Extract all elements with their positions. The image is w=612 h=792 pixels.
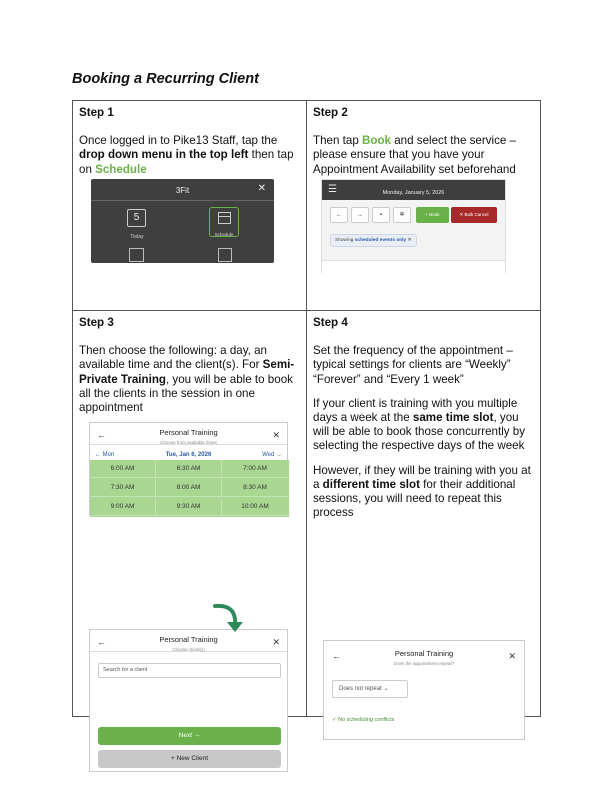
document-title: Booking a Recurring Client <box>72 71 259 87</box>
step-3-text-c: , you will be able to book all the clients in the session in one appointment <box>79 372 293 415</box>
client-picker-header <box>90 630 287 652</box>
filter-chip[interactable] <box>330 234 417 247</box>
repeat-screenshot <box>323 640 525 740</box>
step-3-text-a: Then choose the following: a day, an available time and the client(s). For <box>79 344 267 372</box>
calendar-icon: ▪ <box>379 212 383 218</box>
grid-icon[interactable] <box>218 248 232 262</box>
time-slot[interactable]: 6:00 AM <box>90 460 156 478</box>
filter-chip-value: scheduled events only <box>354 238 407 243</box>
step-1-text-schedule: Schedule <box>95 162 147 176</box>
time-slot[interactable]: 7:00 AM <box>222 460 288 478</box>
step-4-text-2c: , you will be able to book those concurrently by selecting the respective days of the week <box>313 411 526 453</box>
back-arrow-icon[interactable]: ← <box>97 637 106 647</box>
schedule-menu-item[interactable] <box>209 207 239 237</box>
step-4-text-1: Set the frequency of the appointment – typical settings for clients are “Weekly” “Forever” and “Every 1 week” <box>313 344 513 386</box>
people-icon[interactable] <box>129 248 144 262</box>
step-4-cell <box>307 311 540 723</box>
time-slot[interactable]: 7:30 AM <box>90 479 156 497</box>
settings-button[interactable] <box>393 207 411 223</box>
conflict-status: ✓ No scheduling conflicts <box>332 717 395 723</box>
step-3-text-bold: Semi-Private Training <box>79 358 295 386</box>
step-1-title: Step 1 <box>79 106 114 119</box>
next-day-button[interactable]: → <box>351 207 369 223</box>
back-arrow-icon[interactable]: ← <box>332 651 341 661</box>
schedule-label: Schedule <box>214 232 234 237</box>
client-picker-title: Personal Training <box>159 635 218 644</box>
step-1-cell <box>73 101 307 311</box>
filter-clear-icon[interactable]: ✕ <box>406 238 412 243</box>
time-picker-title: Personal Training <box>159 428 218 437</box>
step-2-text-a: Then tap <box>313 134 362 148</box>
steps-table <box>72 100 541 762</box>
time-picker-header <box>90 423 287 445</box>
step-2-text <box>313 134 534 177</box>
day-navigator <box>90 445 287 459</box>
hamburger-menu-icon[interactable]: ☰ <box>328 184 337 195</box>
step-4-text-3a: However, if they will be training with you at a <box>313 463 531 491</box>
time-slot-grid <box>90 460 289 517</box>
prev-day-link[interactable]: ← Mon <box>95 452 115 458</box>
step-3-cell <box>73 311 307 762</box>
curved-arrow-icon <box>211 602 251 634</box>
menu-header <box>91 179 274 201</box>
schedule-header <box>322 180 505 200</box>
step-1-text-c: then tap on <box>79 148 294 176</box>
step-1-text <box>79 134 300 177</box>
new-client-button[interactable]: + New Client <box>98 750 281 768</box>
schedule-screenshot <box>321 179 506 273</box>
step-4-text-3 <box>313 464 534 521</box>
time-picker-subtitle: Choose from available times <box>160 440 217 445</box>
step-3-text <box>79 344 300 415</box>
repeat-header <box>324 641 524 665</box>
calendar-button[interactable] <box>372 207 390 223</box>
step-2-cell <box>307 101 540 311</box>
time-slot[interactable]: 8:00 AM <box>156 479 222 497</box>
filter-chip-label: Showing <box>335 238 355 243</box>
client-search-input[interactable]: Search for a client <box>98 663 281 678</box>
time-slot[interactable]: 8:30 AM <box>222 479 288 497</box>
time-slot[interactable]: 9:30 AM <box>156 498 222 516</box>
menu-app-name: 3Fit <box>175 186 190 195</box>
client-picker-subtitle: Choose client(s) <box>172 647 205 652</box>
step-4-text-2-bold: same time slot <box>412 411 494 425</box>
step-4-text-2a: If your client is training with you multiple days a week at the <box>313 396 518 425</box>
prev-day-button[interactable]: ← <box>330 207 348 223</box>
schedule-date: Monday, January 5, 2026 <box>382 190 445 196</box>
calendar-grid-icon <box>218 212 231 224</box>
next-day-link[interactable]: Wed → <box>262 452 282 458</box>
next-button[interactable]: Next → <box>98 727 281 745</box>
step-2-text-book: Book <box>362 134 391 148</box>
step-4-text-2 <box>313 397 534 454</box>
menu-screenshot <box>91 179 274 263</box>
step-4-title: Step 4 <box>313 316 348 329</box>
client-picker-screenshot <box>89 629 288 772</box>
step-2-text-c: and select the service – please ensure that you have your Appointment Availability set beforehand <box>313 134 517 176</box>
time-slot[interactable]: 6:30 AM <box>156 460 222 478</box>
repeat-dropdown[interactable]: Does not repeat ⌄ <box>332 680 408 698</box>
step-1-text-a: Once logged in to Pike13 Staff, tap the <box>79 134 278 148</box>
time-picker-screenshot <box>89 422 288 516</box>
close-icon[interactable]: ✕ <box>508 651 516 661</box>
gear-icon: ✲ <box>399 212 405 218</box>
book-button[interactable]: + Book <box>416 207 449 223</box>
back-arrow-icon[interactable]: ← <box>97 430 106 440</box>
close-icon[interactable]: ✕ <box>272 430 280 440</box>
time-slot[interactable]: 10:00 AM <box>222 498 288 516</box>
today-calendar-icon[interactable]: 5 <box>127 209 146 227</box>
step-3-title: Step 3 <box>79 316 114 329</box>
selected-day: Tue, Jan 6, 2026 <box>165 452 212 458</box>
close-icon[interactable]: ✕ <box>257 183 266 194</box>
time-slot[interactable]: 9:00 AM <box>90 498 156 516</box>
step-4-text-3-bold: different time slot <box>322 477 420 491</box>
close-icon[interactable]: ✕ <box>272 637 280 647</box>
repeat-title: Personal Training <box>394 649 454 658</box>
step-1-text-bold: drop down menu in the top left <box>79 148 249 162</box>
today-label: Today <box>130 234 144 240</box>
step-4-text-3c: for their additional sessions, you will need to repeat this process <box>313 477 516 520</box>
step-2-title: Step 2 <box>313 106 348 119</box>
repeat-subtitle: Does the appointment repeat? <box>393 661 455 666</box>
bulk-cancel-button[interactable]: ✕ Bulk Cancel <box>451 207 497 223</box>
schedule-list <box>322 260 505 274</box>
